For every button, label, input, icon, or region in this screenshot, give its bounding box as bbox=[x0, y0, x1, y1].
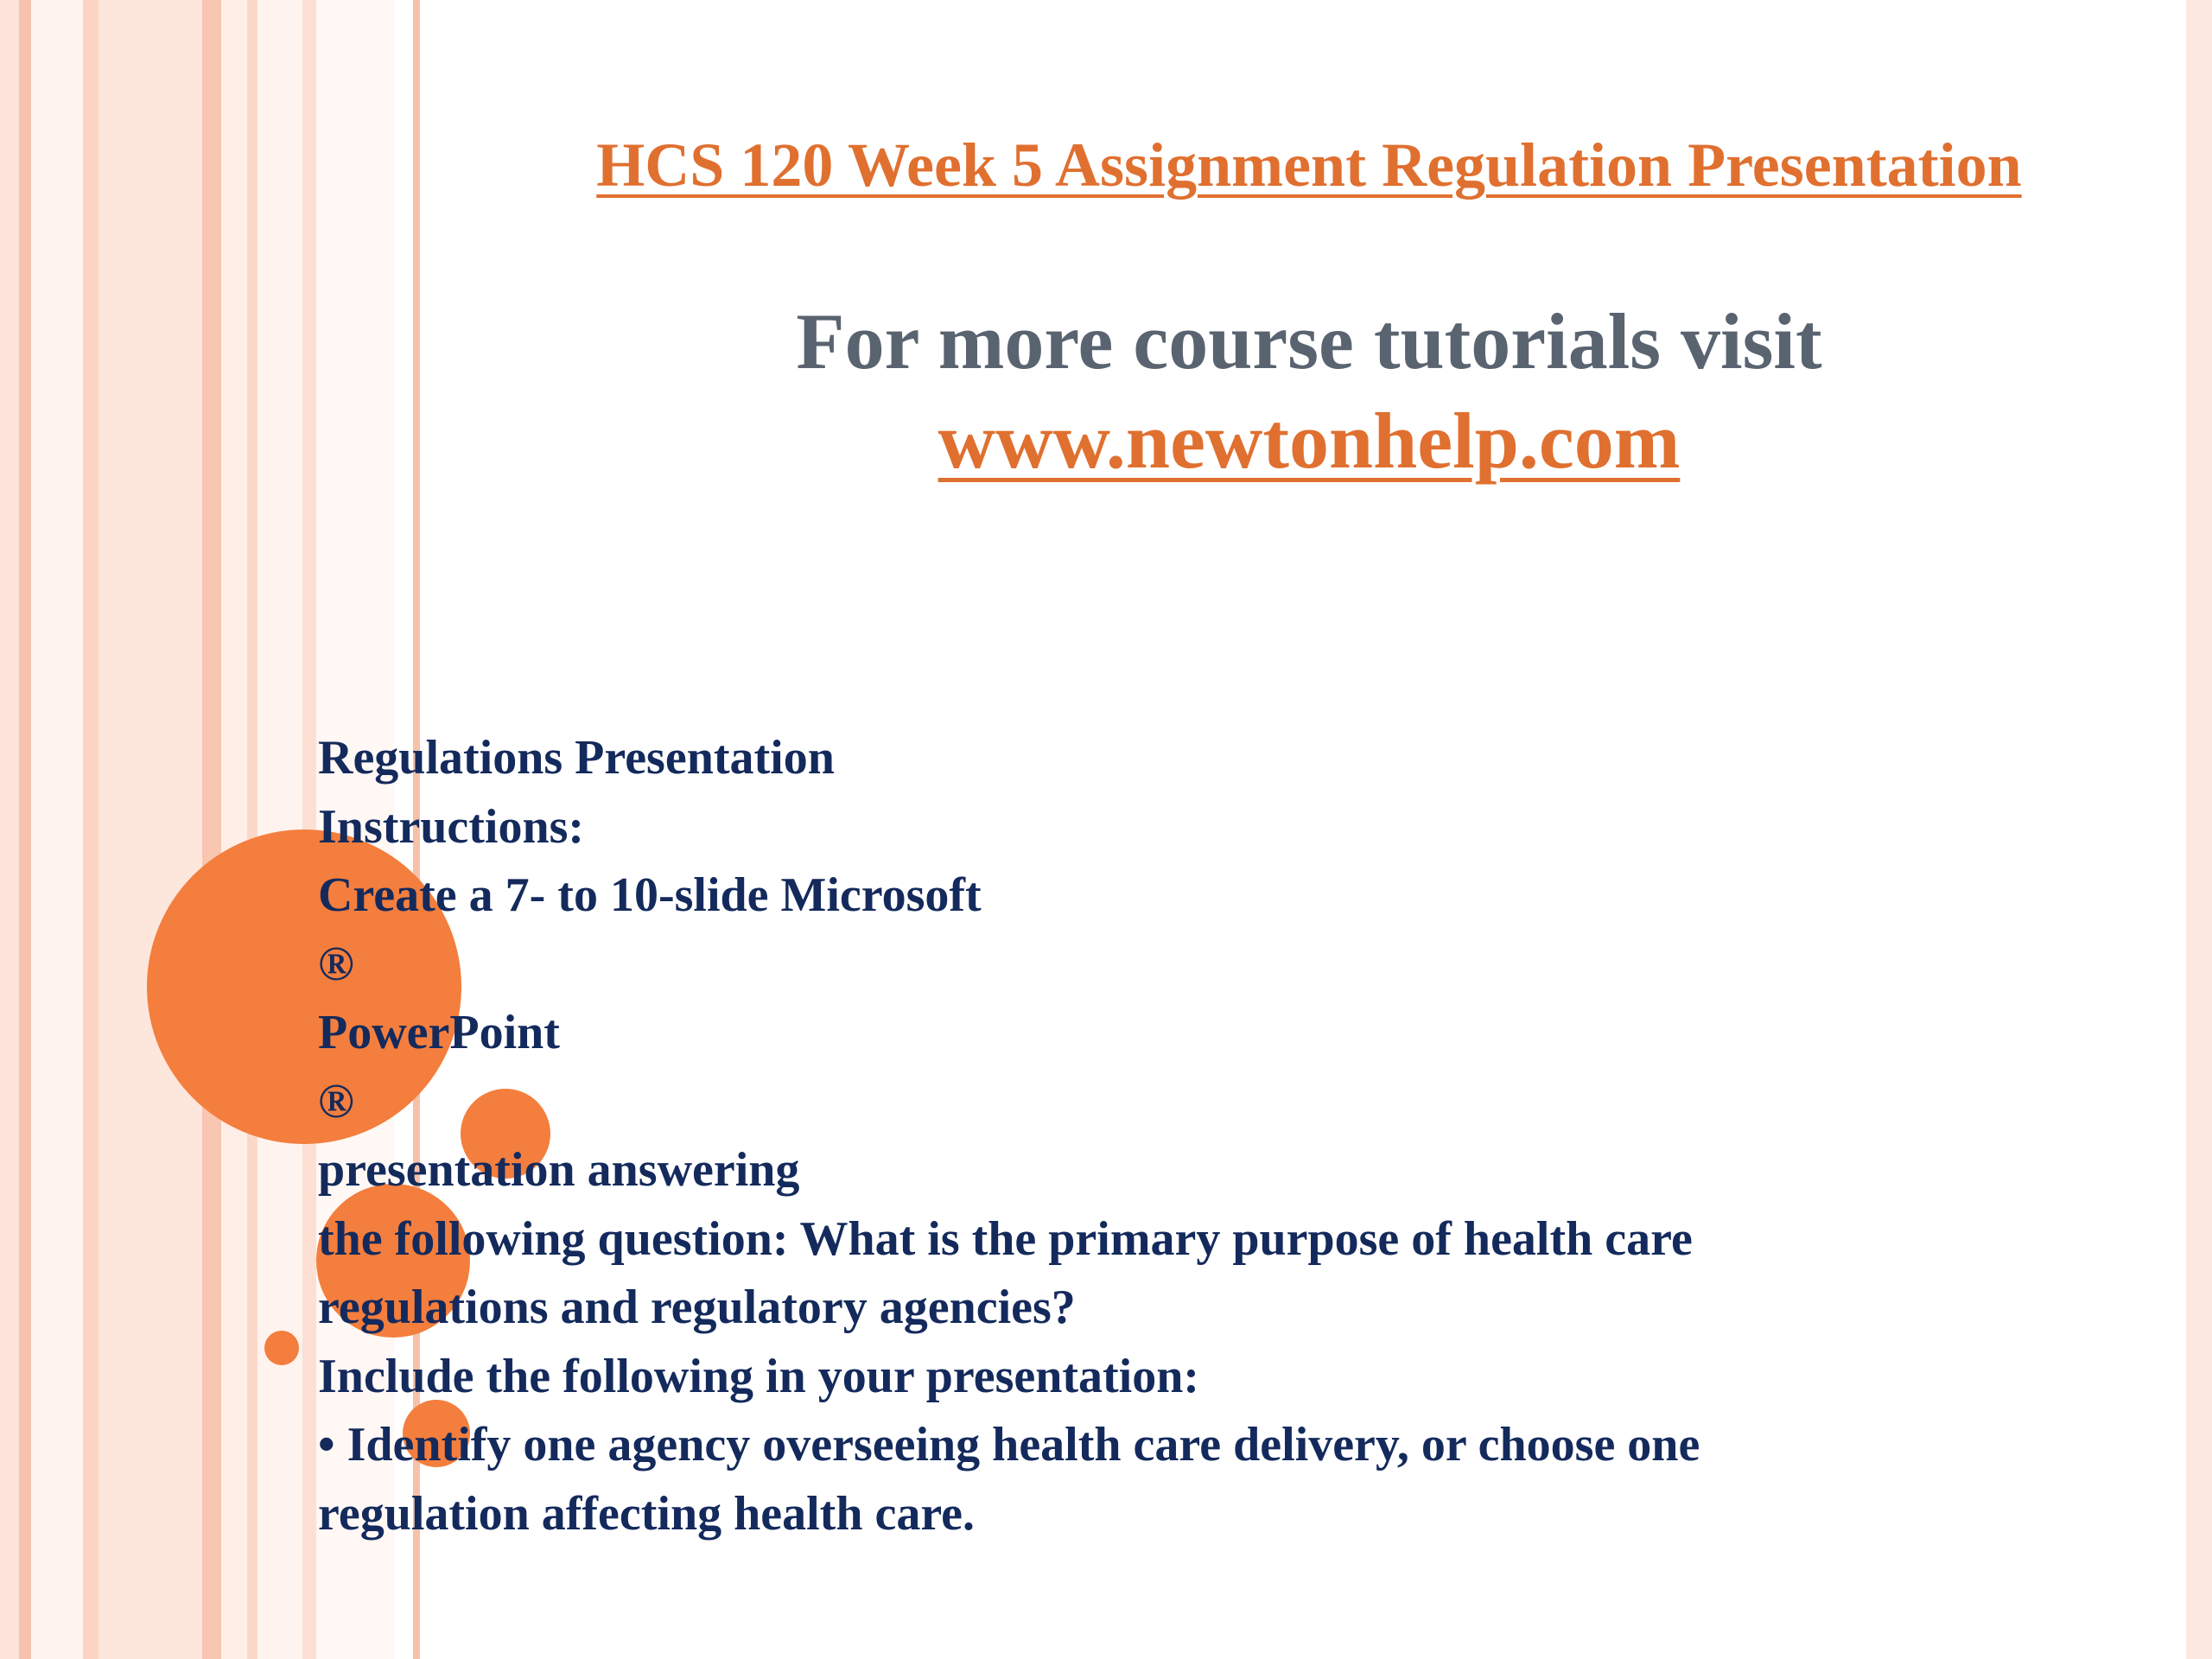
body-line: Regulations Presentation bbox=[318, 731, 835, 785]
website-link-container bbox=[432, 393, 2186, 488]
decorative-stripe bbox=[202, 0, 221, 1659]
registered-mark: ® bbox=[318, 1074, 354, 1128]
decorative-stripe bbox=[221, 0, 247, 1659]
decorative-stripe bbox=[99, 0, 202, 1659]
body-line: PowerPoint bbox=[318, 1006, 560, 1059]
decorative-circle-tiny bbox=[264, 1331, 299, 1365]
decorative-stripe bbox=[83, 0, 99, 1659]
body-line: the following question: What is the primary purpose of health care bbox=[318, 1211, 1693, 1266]
decorative-stripe bbox=[31, 0, 83, 1659]
decorative-stripe bbox=[19, 0, 31, 1659]
decorative-stripe bbox=[0, 0, 19, 1659]
body-line: Instructions: bbox=[318, 799, 585, 854]
slide-subtitle: For more course tutorials visit bbox=[796, 297, 1822, 385]
slide-body bbox=[318, 724, 2133, 1548]
decorative-stripe bbox=[247, 0, 257, 1659]
slide-title: HCS 120 Week 5 Assignment Regulation Presentation bbox=[596, 130, 2022, 200]
body-line: presentation answering bbox=[318, 1143, 800, 1197]
bullet-item: • Identify one agency overseeing health care delivery, or choose one bbox=[318, 1418, 1700, 1471]
body-line: regulations and regulatory agencies? bbox=[318, 1281, 1076, 1334]
body-line: Create a 7- to 10-slide Microsoft bbox=[318, 868, 982, 922]
registered-mark: ® bbox=[318, 937, 354, 991]
website-link[interactable]: www.newtonhelp.com bbox=[938, 397, 1681, 485]
decorative-stripe-right bbox=[2186, 0, 2212, 1659]
body-line: regulation affecting health care. bbox=[318, 1486, 976, 1541]
body-line: Include the following in your presentation: bbox=[318, 1349, 1200, 1403]
